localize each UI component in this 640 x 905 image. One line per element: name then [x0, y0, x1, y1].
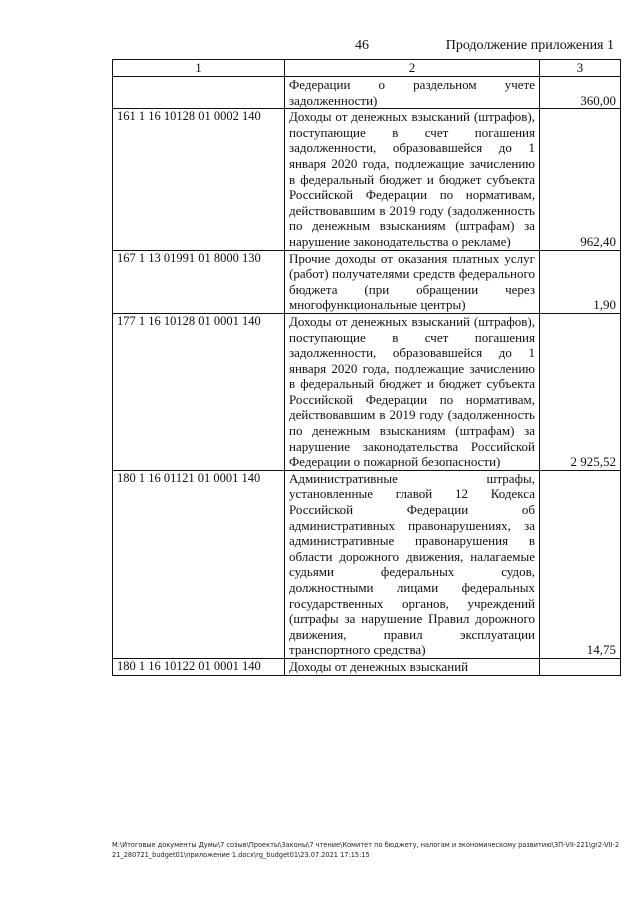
revenue-code [113, 77, 285, 109]
revenue-amount: 2 925,52 [540, 313, 621, 470]
column-header: 2 [285, 60, 540, 77]
continuation-label: Продолжение приложения 1 [445, 38, 614, 53]
revenue-description: Доходы от денежных взысканий (штрафов), поступающие в счет погашения задолженности, образовавшейся до 1 января 2020 года, подлежащие зачислению в федеральный бюджет и бюджет субъекта Российской Федерации по нормативам, действовавшим в 2019 году (задолженность по денежным взысканиям (штрафам) за нарушение законодательства Российской Федерации о пожарной безопасности) [285, 313, 540, 470]
document-path-footer: M:\Итоговые документы Думы\7 созыв\Проекты\Законы\7 чтение\Комитет по бюджету, налогам и экономическому развитию\ЗП-VII-221\gr2-VII-221_280721_budget01\приложение 1.docx\rg_budget01\23.07.2021 17:15:15 [112, 841, 620, 859]
revenue-amount: 360,00 [540, 77, 621, 109]
revenue-table [112, 59, 621, 676]
revenue-amount: 14,75 [540, 470, 621, 658]
table-row [113, 470, 621, 658]
table-row [113, 77, 621, 109]
revenue-code: 180 1 16 01121 01 0001 140 [113, 470, 285, 658]
revenue-description: Доходы от денежных взысканий [285, 658, 540, 675]
column-header: 3 [540, 60, 621, 77]
table-row [113, 109, 621, 250]
column-header: 1 [113, 60, 285, 77]
revenue-amount: 962,40 [540, 109, 621, 250]
revenue-description: Федерации о раздельном учете задолженности) [285, 77, 540, 109]
page-number: 46 [355, 38, 369, 53]
table-row [113, 658, 621, 675]
table-row [113, 313, 621, 470]
revenue-code: 161 1 16 10128 01 0002 140 [113, 109, 285, 250]
table-row [113, 250, 621, 313]
revenue-code: 180 1 16 10122 01 0001 140 [113, 658, 285, 675]
revenue-amount [540, 658, 621, 675]
page-header [0, 38, 640, 58]
revenue-description: Прочие доходы от оказания платных услуг (работ) получателями средств федерального бюджета (при обращении через многофункциональные центры) [285, 250, 540, 313]
revenue-description: Доходы от денежных взысканий (штрафов), поступающие в счет погашения задолженности, образовавшейся до 1 января 2020 года, подлежащие зачислению в федеральный бюджет и бюджет субъекта Российской Федерации по нормативам, действовавшим в 2019 году (задолженность по денежным взысканиям (штрафам) за нарушение законодательства о рекламе) [285, 109, 540, 250]
revenue-code: 167 1 13 01991 01 8000 130 [113, 250, 285, 313]
revenue-amount: 1,90 [540, 250, 621, 313]
revenue-description: Административные штрафы, установленные главой 12 Кодекса Российской Федерации об административных правонарушениях, за административные правонарушения в области дорожного движения, налагаемые судьями федеральных судов, должностными лицами федеральных государственных органов, учреждений (штрафы за нарушение Правил дорожного движения, правил эксплуатации транспортного средства) [285, 470, 540, 658]
revenue-code: 177 1 16 10128 01 0001 140 [113, 313, 285, 470]
table-header-row [113, 60, 621, 77]
